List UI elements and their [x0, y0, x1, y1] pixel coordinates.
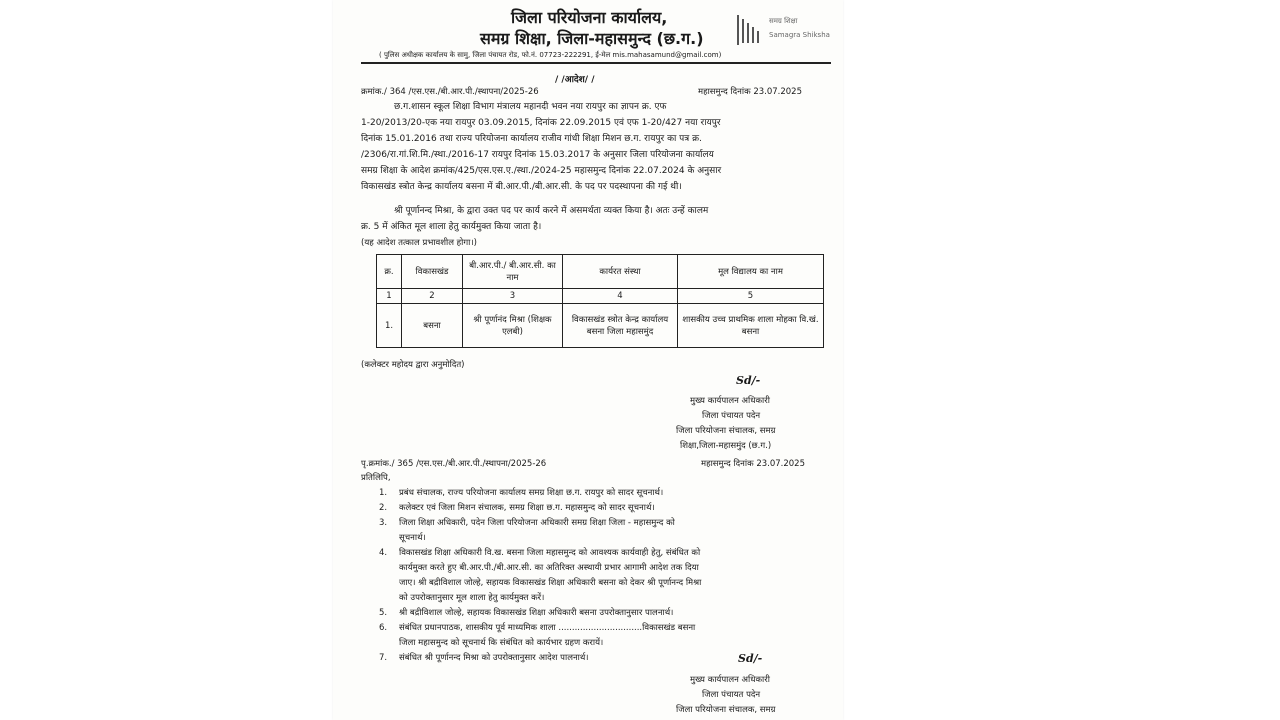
- list-item-line: संबंधित प्रधानपाठक, शासकीय पूर्व माध्यमिक शाला ...............................विकासखंड बसना: [399, 623, 696, 633]
- list-item-line: प्रबंध संचालक, राज्य परियोजना कार्यालय समग्र शिक्षा छ.ग. रायपुर को सादर सूचनार्थ।: [399, 488, 664, 498]
- order-body-2: [361, 203, 831, 235]
- logo-text-english: Samagra Shiksha: [769, 31, 830, 39]
- table-row: [377, 304, 824, 348]
- signature-block-1: [676, 394, 776, 454]
- approval-note: (कलेक्टर महोदय द्वारा अनुमोदित): [361, 360, 465, 370]
- list-item-line: सूचनार्थ।: [399, 533, 426, 543]
- office-subtitle: समग्र शिक्षा, जिला-महासमुन्द (छ.ग.): [480, 29, 704, 48]
- table-cell: श्री पूर्णानंद मिश्रा (शिक्षक एलबी): [463, 304, 563, 348]
- list-item: [379, 501, 829, 516]
- order-body-line: छ.ग.शासन स्कूल शिक्षा विभाग मंत्रालय महानदी भवन नया रायपुर का ज्ञापन क्र. एफ: [394, 102, 667, 112]
- list-item-line: श्री बद्रीविशाल जोल्हे, सहायक विकासखंड शिक्षा अधिकारी बसना उपरोक्तानुसार पालनार्थ।: [399, 608, 674, 618]
- header-cell: कार्यरत संस्था: [563, 255, 678, 289]
- header-cell: विकासखंड: [402, 255, 463, 289]
- copy-list: [379, 486, 829, 666]
- office-address: ( पुलिस अधीक्षक कार्यालय के सामु, जिला पंचायत रोड, फो.नं. 07723-222291, ई-मेल mis.mahasamund@gmail.com): [379, 51, 722, 59]
- letterhead-divider: [361, 62, 831, 64]
- order-body-line: /2306/रा.गां.शि.मि./स्था./2016-17 रायपुर दिनांक 15.03.2017 के अनुसार जिला परियोजना कार्यालय: [361, 150, 714, 160]
- list-item-line: जाए। श्री बद्रीविशाल जोल्हे, सहायक विकासखंड शिक्षा अधिकारी बसना को देकर श्री पूर्णानन्द मिश्रा: [399, 578, 702, 588]
- signature-line: शिक्षा,जिला-महासमुंद (छ.ग.): [680, 441, 772, 451]
- order-body-line: समग्र शिक्षा के आदेश क्रमांक/425/एस.एस.ए./स्था./2024-25 महासमुन्द दिनांक 22.07.2024 के अनुसार: [361, 166, 722, 176]
- signature-line: जिला पंचायत पदेन: [702, 411, 761, 421]
- list-item: [379, 546, 829, 606]
- list-item-number: 7.: [379, 653, 388, 663]
- office-title: जिला परियोजना कार्यालय,: [511, 8, 668, 27]
- order-date: महासमुन्द दिनांक 23.07.2025: [698, 87, 803, 97]
- order-body-line: 1-20/2013/20-एक नया रायपुर 03.09.2015, दिनांक 22.09.2015 एवं एफ 1-20/427 नया रायपुर: [361, 118, 721, 128]
- signature-line: मुख्य कार्यपालन अधिकारी: [690, 396, 770, 406]
- order-number: क्रमांक./ 364 /एस.एस./बी.आर.पी./स्थापना/2025-26: [361, 87, 539, 97]
- signature-line: जिला पंचायत पदेन: [702, 690, 761, 700]
- list-item-number: 1.: [379, 488, 388, 498]
- order-body-line: विकासखंड स्त्रोत केन्द्र कार्यालय बसना में बी.आर.पी./बी.आर.सी. के पद पर पदस्थापना की गई थी।: [361, 182, 682, 192]
- colnum-cell: 5: [678, 289, 824, 304]
- list-item-number: 6.: [379, 623, 388, 633]
- table-cell: विकासखंड स्त्रोत केन्द्र कार्यालय बसना जिला महासमुंद: [563, 304, 678, 348]
- list-item-line: जिला शिक्षा अधिकारी, पदेन जिला परियोजना अधिकारी समग्र शिक्षा जिला - महासमुन्द को: [399, 518, 675, 528]
- colnum-cell: 4: [563, 289, 678, 304]
- colnum-cell: 2: [402, 289, 463, 304]
- list-item-line: जिला महासमुन्द को सूचनार्थ कि संबंधित को कार्यभार ग्रहण करायें।: [399, 638, 604, 648]
- endorsement-date: महासमुन्द दिनांक 23.07.2025: [701, 459, 806, 469]
- signature-line: मुख्य कार्यपालन अधिकारी: [690, 675, 770, 685]
- table-colnum-row: [377, 289, 824, 304]
- header-cell: मूल विद्यालय का नाम: [678, 255, 824, 289]
- signature-line: जिला परियोजना संचालक, समग्र: [676, 705, 776, 715]
- list-item-number: 5.: [379, 608, 388, 618]
- list-item: [379, 606, 829, 621]
- colnum-cell: 1: [377, 289, 402, 304]
- order-heading: / /आदेश/ /: [555, 75, 595, 85]
- table-cell: शासकीय उच्च प्राथमिक शाला मोहका वि.खं. बसना: [678, 304, 824, 348]
- order-body: [361, 99, 831, 195]
- copy-to-label: प्रतिलिपि,: [361, 473, 391, 483]
- table-cell: 1.: [377, 304, 402, 348]
- list-item-line: को उपरोक्तानुसार मूल शाला हेतु कार्यमुक्त करें।: [399, 593, 545, 603]
- list-item: [379, 621, 829, 651]
- logo-text-hindi: समग्र शिक्षा: [769, 17, 798, 25]
- header-cell: बी.आर.पी./ बी.आर.सी. का नाम: [463, 255, 563, 289]
- order-body-line: दिनांक 15.01.2016 तथा राज्य परियोजना कार्यालय राजीव गांधी शिक्षा मिशन छ.ग. रायपुर का पत्र क्र.: [361, 134, 702, 144]
- effect-note: (यह आदेश तत्काल प्रभावशील होगा।): [361, 238, 477, 248]
- endorsement-number: पृ.क्रमांक./ 365 /एस.एस./बी.आर.पी./स्थापना/2025-26: [361, 459, 547, 469]
- header-cell: क्र.: [377, 255, 402, 289]
- list-item-line: कार्यमुक्त करते हुए बी.आर.पी./बी.आर.सी. का अतिरिक्त अस्थायी प्रभार आगामी आदेश तक दिया: [399, 563, 699, 573]
- order-body2-line: श्री पूर्णानन्द मिश्रा, के द्वारा उक्त पद पर कार्य करने में असमर्थता व्यक्त किया है। अतः उन्हें कालम: [394, 206, 709, 216]
- list-item: [379, 486, 829, 501]
- signature-line: जिला परियोजना संचालक, समग्र: [676, 426, 776, 436]
- table-cell: बसना: [402, 304, 463, 348]
- signature-block-2: [676, 673, 776, 718]
- order-body2-line: क्र. 5 में अंकित मूल शाला हेतु कार्यमुक्त किया जाता है।: [361, 222, 542, 232]
- document-page: [333, 0, 843, 720]
- list-item-number: 4.: [379, 548, 388, 558]
- signature-scribble: Sd/-: [736, 374, 761, 387]
- list-item-number: 3.: [379, 518, 388, 528]
- list-item-number: 2.: [379, 503, 388, 513]
- list-item-line: विकासखंड शिक्षा अधिकारी वि.ख. बसना जिला महासमुन्द को आवश्यक कार्यवाही हेतु, संबंधित को: [399, 548, 701, 558]
- list-item-line: संबंधित श्री पूर्णानन्द मिश्रा को उपरोक्तानुसार आदेश पालनार्थ।: [399, 653, 589, 663]
- list-item-line: कलेक्टर एवं जिला मिशन संचालक, समग्र शिक्षा छ.ग. महासमुन्द को सादर सूचनार्थ।: [399, 503, 655, 513]
- colnum-cell: 3: [463, 289, 563, 304]
- table-header-row: [377, 255, 824, 289]
- samagra-shiksha-logo-icon: [735, 13, 761, 47]
- transfer-table: [376, 254, 824, 348]
- list-item: [379, 516, 829, 546]
- signature-scribble: Sd/-: [738, 652, 763, 665]
